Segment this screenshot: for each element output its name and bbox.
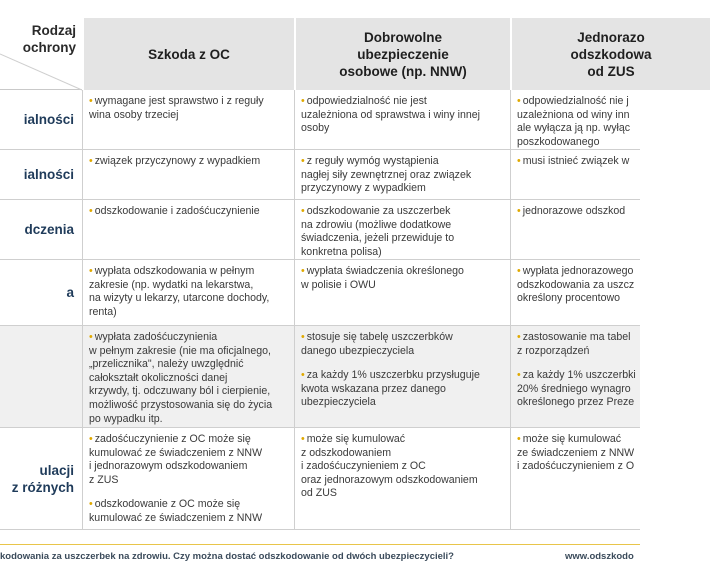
bullet-icon: • — [301, 433, 305, 445]
table-cell — [294, 90, 510, 149]
table-row — [0, 428, 640, 530]
table-cell — [510, 260, 710, 325]
column-header-label: Szkoda z OC — [148, 46, 230, 62]
bullet-text: wypłata zadośćuczynienia w pełnym zakresie (nie ma oficjalnego, „przelicznika", należy uwzględnić całokształt okoliczności danej krzywdy, tj. odczuwany ból i cierpienie, możliwość przystosowania się do życia po wypadku itp. — [89, 331, 273, 425]
bullet-icon: • — [517, 433, 521, 445]
bullet-item — [517, 331, 702, 358]
table-row — [0, 90, 640, 150]
table-row — [0, 200, 640, 260]
bullet-icon: • — [301, 155, 305, 167]
bullet-item — [89, 205, 286, 219]
table-cell — [294, 150, 510, 199]
row-label: ulacji z różnych — [11, 462, 74, 495]
table-cell — [294, 326, 510, 427]
table-cell — [82, 90, 294, 149]
bullet-item — [517, 95, 702, 149]
bullet-item — [301, 369, 502, 410]
bullet-text: zadośćuczynienie z OC może się kumulować ze świadczeniem z NNW i jednorazowym odszkodowaniem z ZUS — [89, 433, 263, 486]
table-cell — [294, 260, 510, 325]
column-header-nnw — [294, 18, 510, 90]
bullet-icon: • — [517, 95, 521, 107]
bullet-icon: • — [301, 205, 305, 217]
bullet-text: wypłata odszkodowania w pełnym zakresie (np. wydatki na lekarstwa, na wizyty u lekarzy, utarcone dochody, renta) — [89, 265, 270, 318]
bullet-text: jednorazowe odszkod — [522, 205, 626, 217]
table-cell — [510, 90, 710, 149]
table-row — [0, 326, 640, 428]
corner-label: Rodzaj ochrony — [22, 23, 76, 55]
table-cell — [510, 150, 710, 199]
table-cell — [510, 428, 710, 529]
bullet-text: odpowiedzialność nie jest uzależniona od sprawstwa i winy innej osoby — [301, 95, 481, 135]
bullet-icon: • — [301, 369, 305, 382]
row-label: dczenia — [24, 222, 74, 237]
bullet-text: odszkodowanie i zadośćuczynienie — [94, 205, 260, 217]
bullet-icon: • — [517, 205, 521, 217]
bullet-text: zastosowanie ma tabel z rozporządzeń — [517, 331, 631, 357]
column-header-label: Jednorazo odszkodowa od ZUS — [570, 29, 652, 79]
row-label: ialności — [23, 167, 74, 182]
bullet-icon: • — [89, 498, 93, 511]
bullet-item — [301, 205, 502, 259]
bullet-item — [301, 155, 502, 196]
bullet-item — [517, 155, 702, 169]
row-label — [0, 326, 82, 427]
column-header-zus — [510, 18, 710, 90]
bullet-icon: • — [89, 265, 93, 277]
table-cell — [82, 150, 294, 199]
bullet-text: za każdy 1% uszczerbki 20% średniego wynagro określonego przez Preze — [517, 369, 636, 409]
table-cell — [82, 326, 294, 427]
bullet-icon: • — [89, 331, 93, 343]
bullet-text: może się kumulować ze świadczeniem z NNW i zadośćuczynieniem z O — [517, 433, 635, 473]
table-cell — [510, 326, 710, 427]
bullet-icon: • — [89, 155, 93, 167]
footer-text: kodowania za uszczerbek na zdrowiu. Czy można dostać odszkodowanie od dwóch ubezpieczycieli? — [0, 551, 454, 562]
bullet-item — [89, 155, 286, 169]
bullet-text: wypłata jednorazowego odszkodowania za uszcz określony procentowo — [517, 265, 635, 305]
bullet-item — [89, 265, 286, 319]
bullet-icon: • — [517, 369, 521, 382]
table-cell — [82, 200, 294, 259]
bullet-text: stosuje się tabelę uszczerbków danego ubezpieczyciela — [301, 331, 453, 357]
bullet-text: wymagane jest sprawstwo i z reguły wina osoby trzeciej — [89, 95, 264, 121]
bullet-item — [89, 498, 286, 525]
bullet-item — [517, 265, 702, 306]
table-row — [0, 260, 640, 326]
page-footer — [0, 544, 640, 570]
bullet-item — [89, 95, 286, 122]
bullet-item — [301, 331, 502, 358]
table-cell — [510, 200, 710, 259]
bullet-text: musi istnieć związek w — [522, 155, 630, 167]
bullet-icon: • — [517, 331, 521, 343]
table-cell — [294, 428, 510, 529]
column-header-oc — [82, 18, 294, 90]
bullet-text: odpowiedzialność nie j uzależniona od winy inn ale wyłącza ją np. wyłąc poszkodowanego — [517, 95, 631, 148]
table-row — [0, 150, 640, 200]
table-cell — [82, 428, 294, 529]
bullet-item — [301, 95, 502, 136]
footer-url: www.odszkodo — [565, 551, 634, 562]
bullet-item — [517, 369, 702, 410]
table-corner-header — [0, 18, 82, 90]
bullet-item — [301, 265, 502, 292]
bullet-text: związek przyczynowy z wypadkiem — [94, 155, 261, 167]
bullet-icon: • — [301, 265, 305, 277]
bullet-item — [89, 331, 286, 426]
bullet-icon: • — [517, 265, 521, 277]
bullet-icon: • — [89, 95, 93, 107]
row-label: a — [66, 285, 74, 300]
row-label: ialności — [23, 112, 74, 127]
table-cell — [82, 260, 294, 325]
bullet-item — [517, 433, 702, 474]
bullet-icon: • — [517, 155, 521, 167]
bullet-icon: • — [89, 433, 93, 445]
bullet-text: może się kumulować z odszkodowaniem i zadośćuczynieniem z OC oraz jednorazowym odszkodowaniem od ZUS — [301, 433, 478, 500]
bullet-icon: • — [301, 331, 305, 343]
bullet-text: odszkodowanie za uszczerbek na zdrowiu (możliwe dodatkowe świadczenia, jeżeli przewiduje to konkretna polisa) — [301, 205, 455, 258]
bullet-item — [517, 205, 702, 219]
bullet-item — [301, 433, 502, 501]
bullet-text: odszkodowanie z OC może się kumulować ze świadczeniem z NNW — [89, 498, 263, 524]
column-header-label: Dobrowolne ubezpieczenie osobowe (np. NNW) — [339, 29, 467, 79]
bullet-item — [89, 433, 286, 487]
bullet-text: wypłata świadczenia określonego w polisie i OWU — [301, 265, 464, 291]
table-cell — [294, 200, 510, 259]
bullet-text: z reguły wymóg wystąpienia nagłej siły zewnętrznej oraz związek przyczynowy z wypadkiem — [301, 155, 472, 195]
bullet-icon: • — [301, 95, 305, 107]
bullet-text: za każdy 1% uszczerbku przysługuje kwota wskazana przez danego ubezpieczyciela — [301, 369, 480, 409]
bullet-icon: • — [89, 205, 93, 217]
